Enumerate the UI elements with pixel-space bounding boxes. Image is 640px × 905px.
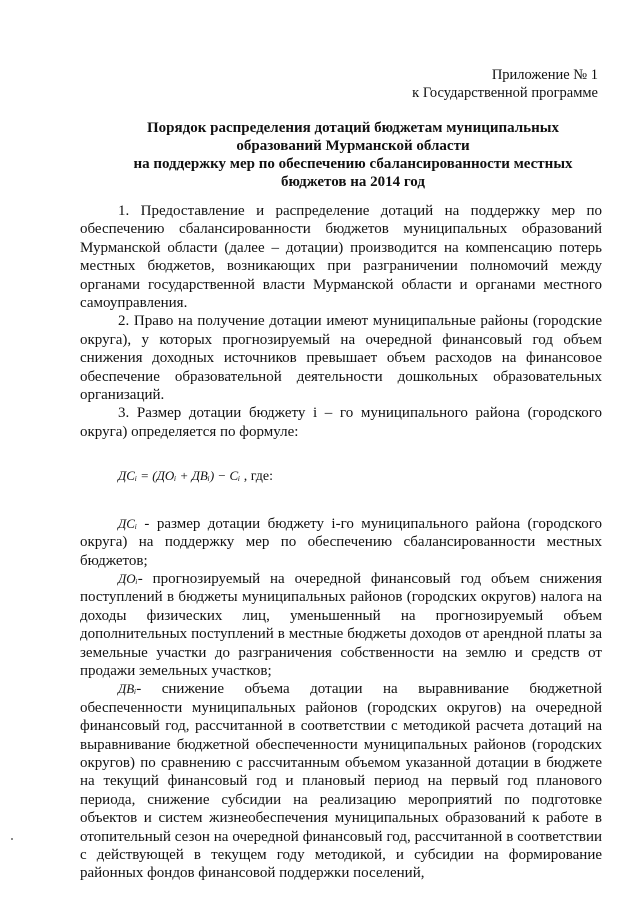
title-line-4: бюджетов на 2014 год (281, 174, 425, 190)
title-line-3: на поддержку мер по обеспечению сбалансированности местных (133, 156, 573, 172)
definition-dsi (80, 515, 602, 570)
title-line-2: образований Мурманской области (236, 138, 470, 154)
definition-doi (80, 570, 602, 680)
definition-dsi-text: - размер дотации бюджету i-го муниципального района (городского округа) на поддержку мер по обеспечению сбалансированности местных бюджетов; (80, 515, 602, 569)
document-body (80, 202, 602, 883)
title-line-1: Порядок распределения дотаций бюджетам муниципальных (147, 120, 559, 136)
paragraph-2: 2. Право на получение дотации имеют муниципальные районы (городские округа), у которых прогнозируемый на очередной финансовый год объем снижения доходных источников превышает объем расходов на финансовое обеспечение образовательной деятельности дошкольных образовательных организаций. (80, 313, 602, 404)
definition-dvi-symbol: ДВᵢ (118, 681, 137, 697)
definition-dvi-text: - снижение объема дотации на выравнивание бюджетной обеспеченности муниципальных районов (городских округов) на очередной финансовый год, рассчитанной в соответствии с методикой расчета дотаций на выравнивание бюджетной обеспеченности муниципальных районов (городских округов) по сравнению с рассчитанным объемом указанной дотации в бюджете на текущий финансовый год и плановый период на первый год планового периода, снижение субсидии на реализацию мероприятий по подготовке объектов и систем жизнеобеспечения муниципальных образований к работе в отопительный сезон на очередной финансовый год, рассчитанной в соответствии с действующей в текущем году методикой, и субсидии на формирование районных фондов финансовой поддержки поселений, (80, 681, 602, 882)
formula (80, 467, 602, 486)
formula-expression: ДСᵢ = (ДОᵢ + ДВᵢ) − Сᵢ (118, 468, 241, 484)
appendix-header (358, 66, 598, 102)
paragraph-1: 1. Предоставление и распределение дотаций на поддержку мер по обеспечению сбалансированности бюджетов муниципальных образований Мурманской области (далее – дотации) производится на компенсацию потерь местных бюджетов, возникающих при разграничении полномочий между органами государственной власти Мурманской области и органами местного самоуправления. (80, 203, 602, 312)
appendix-reference: к Государственной программе (412, 85, 598, 101)
definition-doi-symbol: ДОᵢ (118, 570, 138, 586)
paragraph-3: 3. Размер дотации бюджету i – го муниципального района (городского округа) определяется по формуле: (80, 405, 602, 440)
definition-dsi-symbol: ДСᵢ (118, 515, 137, 531)
definition-dvi (80, 680, 602, 882)
scan-mark (11, 838, 13, 840)
document-title (118, 119, 588, 191)
definition-doi-text: - прогнозируемый на очередной финансовый год объем снижения поступлений в бюджеты муниципальных районов (городских округов) налога на доходы физических лиц, уменьшенный на прогнозируемый объем дополнительных поступлений в местные бюджеты доходов от арендной платы за земельные участки до разграничения собственности на землю и средств от продажи земельных участков; (80, 570, 602, 679)
formula-suffix: , где: (240, 469, 273, 485)
appendix-number: Приложение № 1 (491, 67, 598, 83)
